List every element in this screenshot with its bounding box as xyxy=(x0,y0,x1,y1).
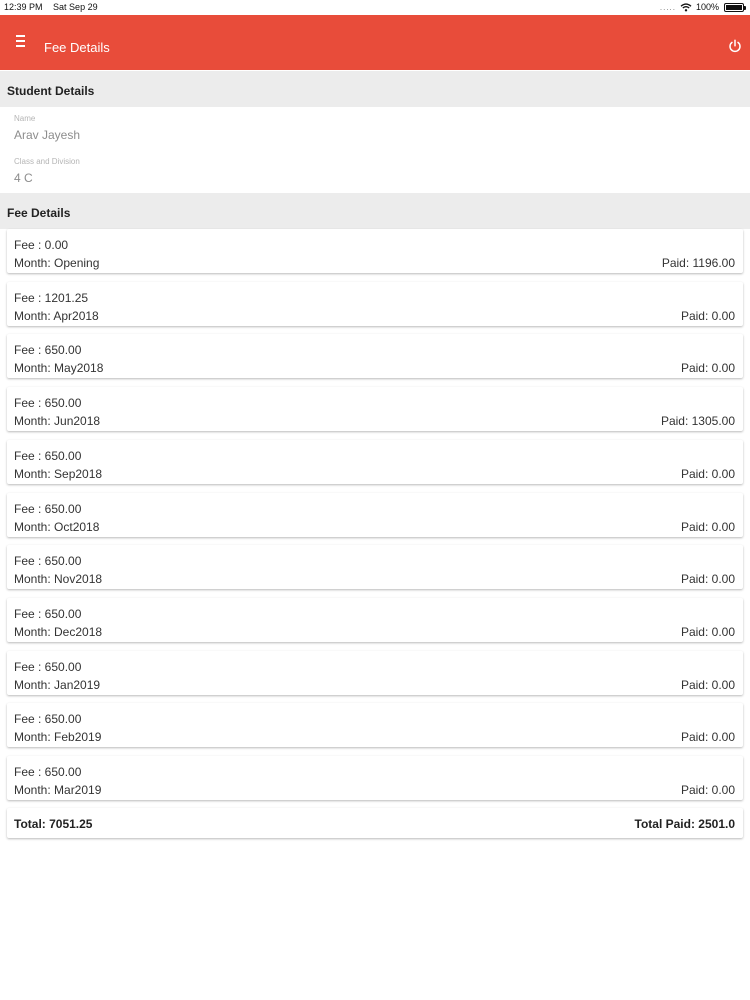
paid-amount: Paid: 0.00 xyxy=(680,624,735,639)
battery-icon xyxy=(724,3,744,12)
fee-amount: Fee : 650.00 xyxy=(14,712,82,727)
fee-amount: Fee : 650.00 xyxy=(14,448,82,463)
paid-amount: Paid: 0.00 xyxy=(680,466,735,481)
fee-details-header: Fee Details xyxy=(0,193,750,229)
name-value: Arav Jayesh xyxy=(14,128,81,142)
paid-amount: Paid: 1196.00 xyxy=(661,256,735,270)
paid-amount: Paid: 0.00 xyxy=(680,519,735,534)
fee-month: Month: Oct2018 xyxy=(14,519,100,534)
fee-item xyxy=(7,440,743,484)
fee-amount: Fee : 1201.25 xyxy=(14,290,89,305)
fee-item xyxy=(7,493,743,537)
name-label: Name xyxy=(14,114,36,123)
fee-amount: Fee : 650.00 xyxy=(14,765,82,779)
fee-item xyxy=(7,545,743,589)
fee-month: Month: Sep2018 xyxy=(14,466,103,481)
battery-percentage: 100% xyxy=(695,2,719,12)
fee-item xyxy=(7,598,743,642)
fee-item xyxy=(7,756,743,800)
class-division-value: 4 C xyxy=(14,171,33,185)
fee-amount: Fee : 0.00 xyxy=(14,238,69,252)
class-division-field xyxy=(0,150,750,194)
fee-month: Month: Nov2018 xyxy=(14,572,103,587)
fee-month: Month: Feb2019 xyxy=(14,730,102,745)
total-row xyxy=(7,808,743,838)
total-paid-amount: Total Paid: 2501.0 xyxy=(634,817,735,831)
paid-amount: Paid: 0.00 xyxy=(680,730,735,745)
name-field xyxy=(0,107,750,151)
class-division-label: Class and Division xyxy=(14,157,80,166)
fee-amount: Fee : 650.00 xyxy=(14,554,82,569)
fee-month: Month: Opening xyxy=(14,256,100,270)
app-bar xyxy=(0,15,750,70)
paid-amount: Paid: 0.00 xyxy=(680,677,735,692)
fee-amount: Fee : 650.00 xyxy=(14,343,82,358)
fee-amount: Fee : 650.00 xyxy=(14,659,82,674)
fee-amount: Fee : 650.00 xyxy=(14,606,82,621)
fee-month: Month: Apr2018 xyxy=(14,308,99,323)
fee-item xyxy=(7,229,743,273)
status-bar xyxy=(0,0,750,15)
fee-month: Month: Mar2019 xyxy=(14,783,102,797)
fee-item xyxy=(7,703,743,747)
page-title: Fee Details xyxy=(44,40,110,55)
hamburger-icon[interactable] xyxy=(14,35,28,49)
paid-amount: Paid: 1305.00 xyxy=(660,414,735,429)
fee-month: Month: Jan2019 xyxy=(14,677,101,692)
paid-amount: Paid: 0.00 xyxy=(680,361,735,376)
paid-amount: Paid: 0.00 xyxy=(680,308,735,323)
fee-month: Month: Dec2018 xyxy=(14,624,103,639)
cellular-signal-icon: ..... xyxy=(659,2,676,12)
fee-item xyxy=(7,387,743,431)
fee-item xyxy=(7,282,743,326)
power-icon[interactable] xyxy=(728,39,742,53)
student-details-header: Student Details xyxy=(0,71,750,107)
paid-amount: Paid: 0.00 xyxy=(680,572,735,587)
fee-month: Month: Jun2018 xyxy=(14,414,101,429)
paid-amount: Paid: 0.00 xyxy=(680,783,735,797)
fee-item xyxy=(7,334,743,378)
fee-month: Month: May2018 xyxy=(14,361,104,376)
wifi-icon xyxy=(680,3,692,12)
status-time: 12:39 PM xyxy=(4,2,43,12)
fee-item xyxy=(7,651,743,695)
status-date: Sat Sep 29 xyxy=(53,2,98,12)
total-amount: Total: 7051.25 xyxy=(14,817,93,831)
fee-amount: Fee : 650.00 xyxy=(14,396,82,411)
fee-amount: Fee : 650.00 xyxy=(14,501,82,516)
